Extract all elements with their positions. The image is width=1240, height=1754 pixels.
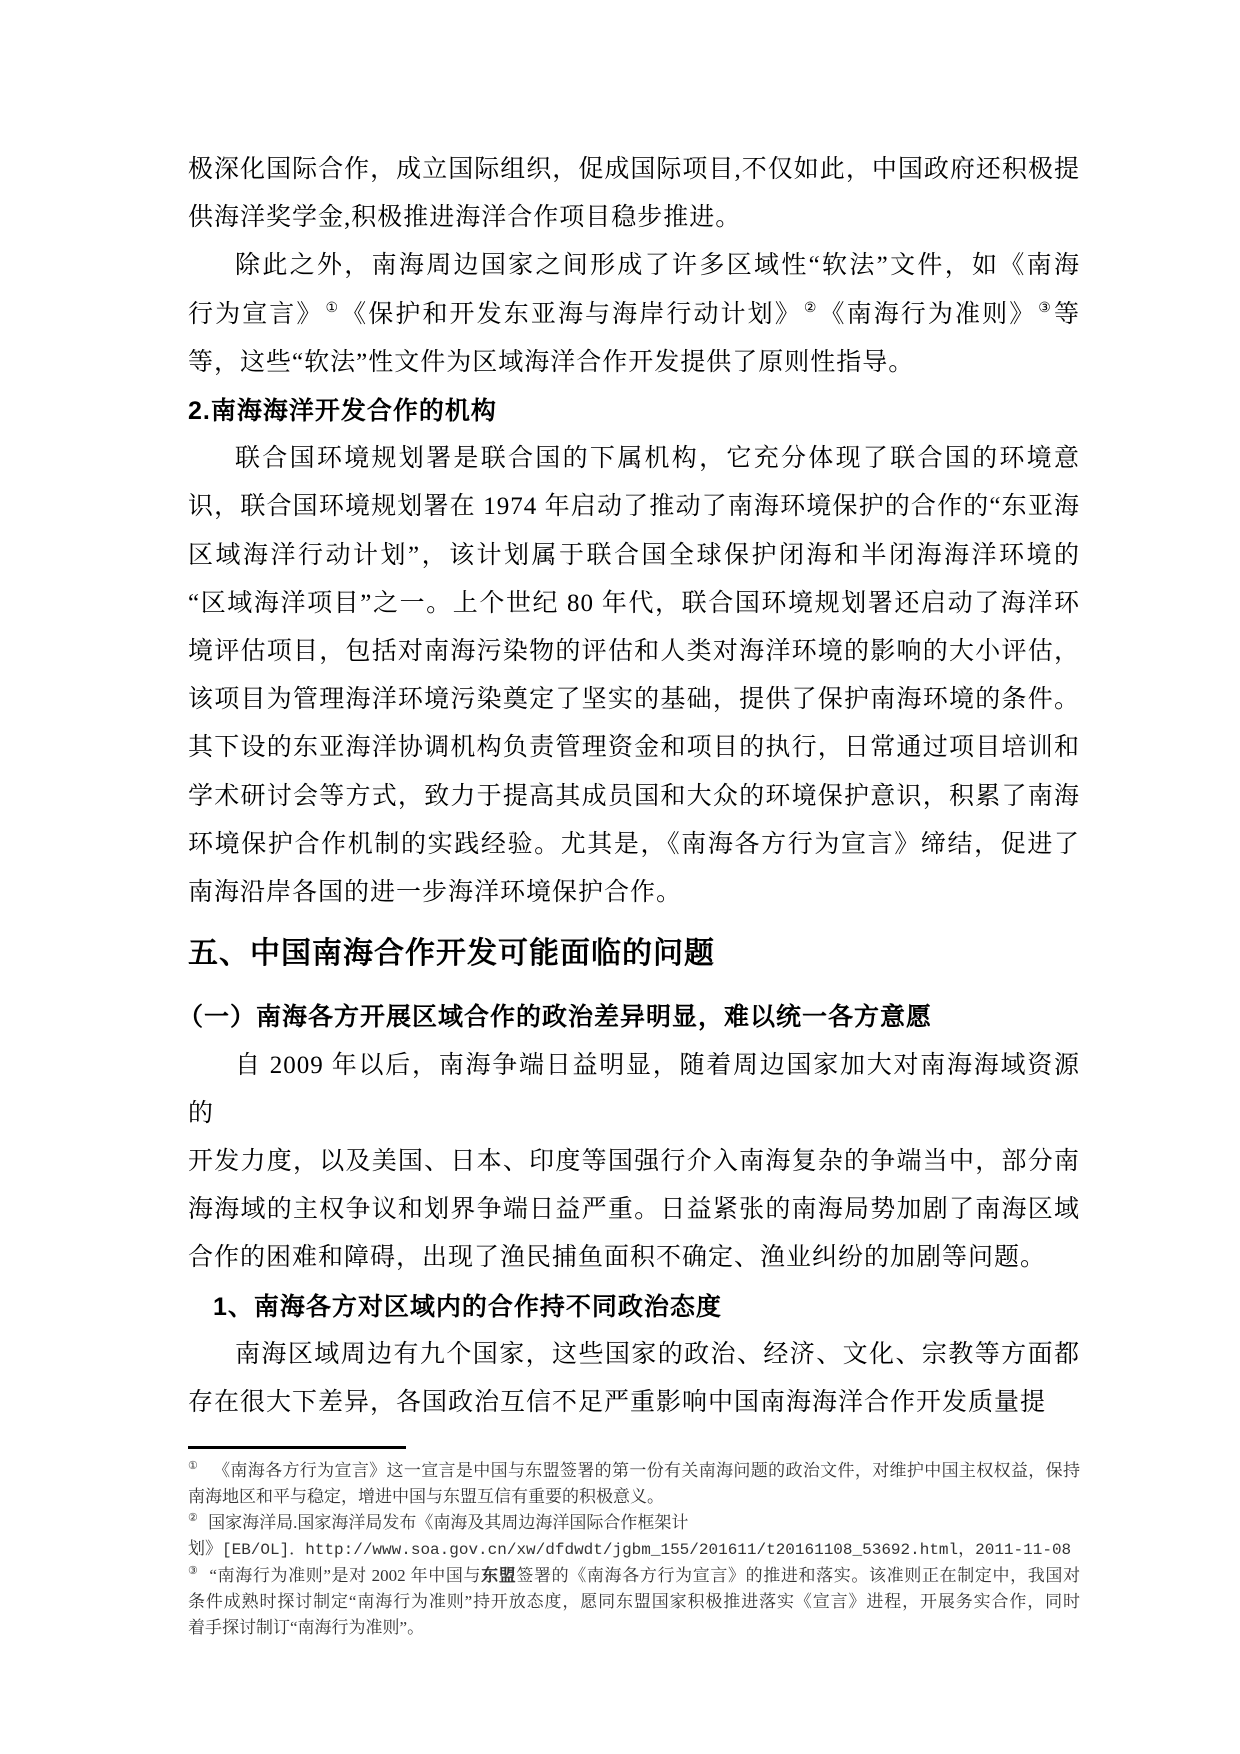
body-line — [188, 821, 1080, 869]
body-line — [188, 483, 1080, 531]
text-run: ， — [958, 1539, 976, 1558]
footnote-line — [188, 1484, 1080, 1510]
body-line — [188, 1379, 1080, 1427]
footnote-ref-marker: ② — [803, 301, 818, 317]
text-run: 东盟 — [481, 1566, 517, 1585]
body-line — [188, 628, 1080, 676]
text-run: 国家海洋局.国家海洋局发布《南海及其周边海洋国际合作框架计 — [203, 1513, 689, 1532]
body-line — [188, 676, 1080, 724]
footnote-number-marker: ② — [188, 1512, 198, 1525]
body-line — [188, 194, 1080, 242]
body-line — [188, 1234, 1080, 1282]
text-run: （一）南海各方开展区域合作的政治差异明显，难以统一各方意愿 — [178, 1003, 933, 1032]
text-run: 区域海洋行动计划”，该计划属于联合国全球保护闭海和半闭海海洋环境的 — [188, 541, 1080, 569]
text-run: 境评估项目，包括对南海污染物的评估和人类对海洋环境的影响的大小评估， — [188, 638, 1080, 666]
text-run: 除此之外，南海周边国家之间形成了许多区域性“软法”文件，如《南海 — [235, 252, 1080, 280]
text-run: 学术研讨会等方式，致力于提高其成员国和大众的环境保护意识，积累了南海 — [188, 782, 1080, 810]
footnote-list — [188, 1458, 1080, 1641]
text-run: 供海洋奖学金,积极推进海洋合作项目稳步推进。 — [188, 204, 742, 232]
body-line — [188, 435, 1080, 483]
footnote-section — [188, 1446, 1080, 1641]
text-run: 南海沿岸各国的进一步海洋环境保护合作。 — [188, 879, 683, 907]
body-line — [188, 580, 1080, 628]
body-line — [188, 146, 1080, 194]
document-body — [178, 146, 1080, 1427]
section-heading — [188, 387, 1080, 435]
body-line — [188, 869, 1080, 917]
body-line — [188, 724, 1080, 772]
footnote-line — [188, 1510, 1080, 1536]
chapter-heading — [188, 930, 1080, 978]
footnote-number-marker: ① — [188, 1460, 199, 1473]
footnote-line — [188, 1589, 1080, 1615]
text-run: 《南海行为准则》 — [819, 300, 1037, 328]
subsection-heading — [178, 993, 1080, 1041]
text-run: 《南海各方行为宣言》这一宣言是中国与东盟签署的第一份有关南海问题的政治文件，对维护中国主权权益，保持 — [204, 1461, 1080, 1480]
body-line — [188, 532, 1080, 580]
body-line — [188, 773, 1080, 821]
footnote-number-marker: ③ — [188, 1565, 199, 1578]
text-run: 开发力度，以及美国、日本、印度等国强行介入南海复杂的争端当中，部分南 — [188, 1148, 1080, 1176]
text-run: 五、中国南海合作开发可能面临的问题 — [188, 937, 715, 971]
text-run: 着手探讨制订“南海行为准则”。 — [188, 1618, 425, 1637]
text-run: “南海行为准则”是对 2002 年中国与 — [204, 1566, 482, 1585]
text-run: 等 — [1053, 300, 1080, 328]
body-line — [188, 291, 1080, 339]
text-run: 联合国环境规划署是联合国的下属机构，它充分体现了联合国的环境意 — [235, 445, 1080, 473]
footnote-line — [188, 1458, 1080, 1484]
text-run: 环境保护合作机制的实践经验。尤其是，《南海各方行为宣言》缔结，促进了 — [188, 830, 1080, 858]
body-line — [188, 1138, 1080, 1186]
text-run: 2011-11-08 — [975, 1541, 1072, 1559]
body-line — [188, 1186, 1080, 1234]
footnote-ref-marker: ③ — [1038, 301, 1052, 317]
footnote-line — [188, 1536, 1080, 1563]
text-run: 条件成熟时探讨制定“南海行为准则”持开放态度，愿同东盟国家积极推进落实《宣言》进程，开展务实合作，同时 — [188, 1592, 1080, 1611]
text-run: 极深化国际合作，成立国际组织，促成国际项目,不仅如此，中国政府还积极提 — [188, 156, 1080, 183]
footnote-line — [188, 1563, 1080, 1589]
text-run: 合作的困难和障碍，出现了渔民捕鱼面积不确定、渔业纠纷的加剧等问题。 — [188, 1244, 1047, 1272]
minor-heading — [188, 1283, 1080, 1331]
text-run: 行为宣言》 — [188, 300, 324, 328]
text-run: 签署的《南海各方行为宣言》的推进和落实。该准则正在制定中，我国对 — [516, 1566, 1081, 1585]
body-line — [188, 242, 1080, 290]
text-run: 海海域的主权争议和划界争端日益严重。日益紧张的南海局势加剧了南海区域 — [188, 1196, 1080, 1224]
text-run: 《保护和开发东亚海与海岸行动计划》 — [341, 300, 802, 328]
text-run: 划》 — [188, 1539, 222, 1558]
text-run: 2.南海海洋开发合作的机构 — [188, 397, 497, 426]
body-line — [188, 1331, 1080, 1379]
footnote-ref-marker: ① — [325, 301, 340, 317]
text-run: 等，这些“软法”性文件为区域海洋合作开发提供了原则性指导。 — [188, 348, 915, 376]
text-run: 其下设的东亚海洋协调机构负责管理资金和项目的执行，日常通过项目培训和 — [188, 734, 1080, 762]
text-run: 自 2009 年以后，南海争端日益明显，随着周边国家加大对南海海域资源的 — [188, 1051, 1080, 1127]
body-line — [188, 339, 1080, 387]
text-run: 1、南海各方对区域内的合作持不同政治态度 — [213, 1292, 722, 1321]
footnote-line — [188, 1615, 1080, 1641]
text-run: 南海地区和平与稳定，增进中国与东盟互信有重要的积极意义。 — [188, 1487, 664, 1506]
text-run: http://www.soa.gov.cn/xw/dfdwdt/jgbm_155/201611/t20161108_53692.html — [305, 1541, 959, 1559]
text-run: 南海区域周边有九个国家，这些国家的政治、经济、文化、宗教等方面都 — [235, 1340, 1080, 1368]
text-run: 存在很大下差异，各国政治互信不足严重影响中国南海海洋合作开发质量提 — [188, 1389, 1047, 1417]
text-run: 识，联合国环境规划署在 1974 年启动了推动了南海环境保护的合作的“东亚海 — [188, 493, 1080, 521]
body-line — [188, 1042, 1080, 1138]
text-run: 该项目为管理海洋环境污染奠定了坚实的基础，提供了保护南海环境的条件。 — [188, 686, 1080, 714]
footnote-separator — [188, 1446, 406, 1449]
text-run: “区域海洋项目”之一。上个世纪 80 年代，联合国环境规划署还启动了海洋环 — [188, 589, 1080, 617]
text-run: [EB/OL]． — [222, 1541, 306, 1559]
